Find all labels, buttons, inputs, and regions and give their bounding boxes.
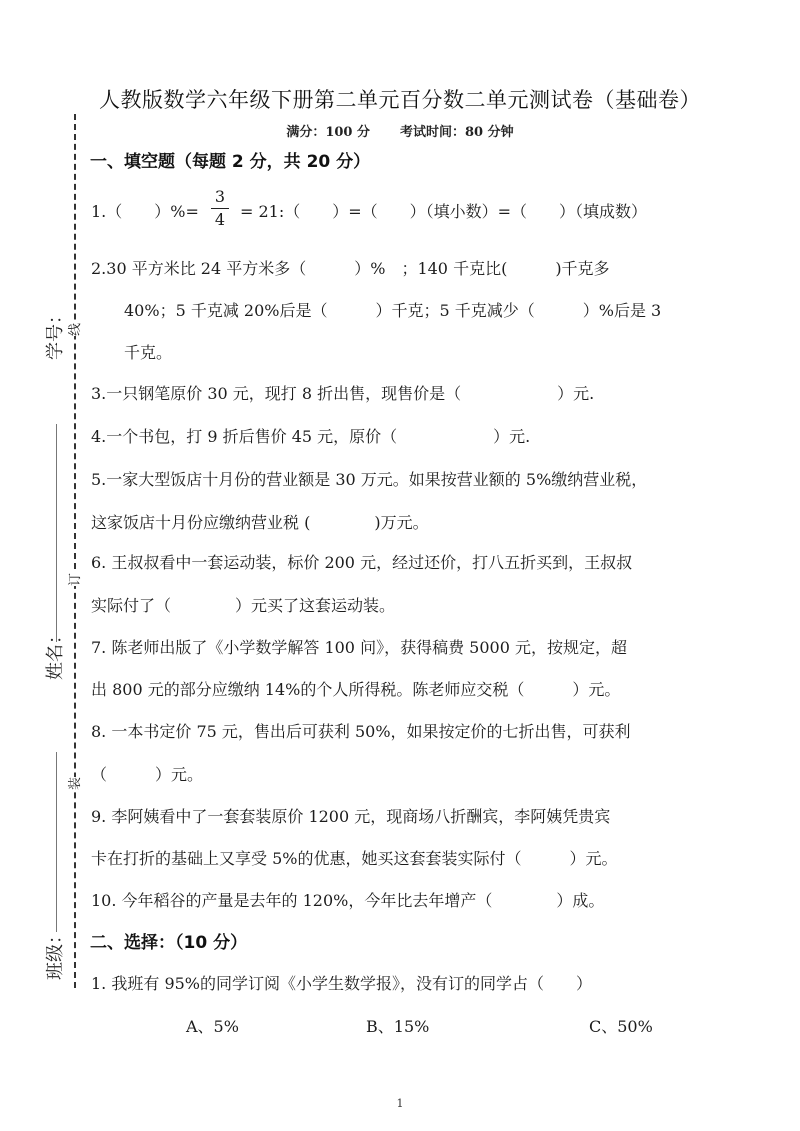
q1-suffix: = 21:（ ）=（ ）（填小数）=（ ）（填成数）: [240, 202, 648, 221]
class-label: 班级：: [45, 926, 66, 980]
fraction-numerator: 3: [214, 187, 226, 206]
q2-line2: 40%；5 千克减 20%后是（ ）千克；5 千克减少（ ）%后是 3: [124, 301, 662, 320]
s2-q1-option-b: B、15%: [366, 1017, 430, 1036]
page-number: 1: [396, 1097, 404, 1110]
q9-line2: 卡在打折的基础上又享受 5%的优惠，她买这套套装实际付（ ）元。: [91, 849, 618, 868]
binding-mark-ding: 订: [64, 573, 83, 586]
full-score: 满分：100 分: [286, 125, 371, 140]
q7-line1: 7. 陈老师出版了《小学数学解答 100 问》，获得稿费 5000 元，按规定，超: [91, 638, 627, 657]
q6-line1: 6. 王叔叔看中一套运动装，标价 200 元，经过还价，打八五折买到，王叔叔: [91, 553, 633, 572]
section2-heading: 二、选择：（10 分）: [90, 933, 248, 953]
q10: 10. 今年稻谷的产量是去年的 120%，今年比去年增产（ ）成。: [91, 891, 605, 910]
name-label: 姓名：: [45, 626, 66, 680]
q6-line2: 实际付了（ ）元买了这套运动装。: [91, 596, 396, 615]
page-title: 人教版数学六年级下册第二单元百分数二单元测试卷（基础卷）: [99, 88, 701, 112]
q1-fraction: [211, 187, 229, 230]
q4: 4.一个书包，打 9 折后售价 45 元，原价（ ）元.: [91, 427, 531, 446]
q8-line2: （ ）元。: [91, 765, 204, 784]
s2-q1-option-a: A、5%: [186, 1017, 239, 1036]
q2-line1: 2.30 平方米比 24 平方米多（ ）% ；140 千克比( )千克多: [91, 259, 610, 278]
name-field-line[interactable]: [56, 424, 57, 642]
fraction-denominator: 4: [214, 210, 226, 229]
student-id-label: 学号：: [45, 306, 66, 360]
binding-mark-zhuang: 装: [64, 777, 83, 790]
fraction-bar: [211, 208, 229, 209]
exam-time: 考试时间：80 分钟: [400, 125, 514, 140]
q5-line1: 5.一家大型饭店十月份的营业额是 30 万元。如果按营业额的 5%缴纳营业税，: [91, 470, 648, 489]
binding-dashed-line: [74, 114, 76, 988]
binding-mark-xian: 线: [64, 323, 83, 336]
s2-q1-stem: 1. 我班有 95%的同学订阅《小学生数学报》，没有订的同学占（ ）: [91, 974, 593, 993]
s2-q1-option-c: C、50%: [589, 1017, 653, 1036]
q1-prefix: 1.（ ）%=: [91, 202, 199, 221]
class-field-line[interactable]: [56, 752, 57, 932]
q5-line2: 这家饭店十月份应缴纳营业税 ( )万元。: [91, 513, 429, 532]
exam-info: [0, 121, 800, 140]
q9-line1: 9. 李阿姨看中了一套套装原价 1200 元，现商场八折酬宾，李阿姨凭贵宾: [91, 807, 611, 826]
q3: 3.一只钢笔原价 30 元，现打 8 折出售，现售价是（ ）元.: [91, 384, 595, 403]
q7-line2: 出 800 元的部分应缴纳 14%的个人所得税。陈老师应交税（ ）元。: [91, 680, 621, 699]
q2-line3: 千克。: [124, 343, 173, 362]
q8-line1: 8. 一本书定价 75 元，售出后可获利 50%，如果按定价的七折出售，可获利: [91, 722, 631, 741]
section1-heading: 一、填空题（每题 2 分，共 20 分）: [90, 152, 371, 172]
